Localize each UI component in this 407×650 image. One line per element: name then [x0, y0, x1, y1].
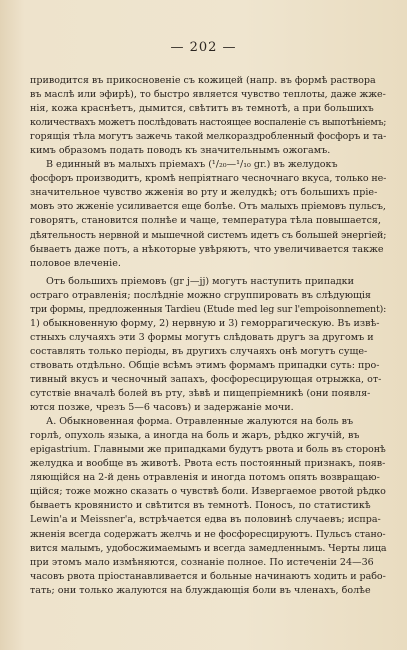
text-line: бываетъ кровянисто и свѣтится въ темнотѣ. Поносъ, по статистикѣ — [30, 500, 371, 512]
text-line: говорятъ, становится полнѣе и чаще, температура тѣла повышается, — [30, 215, 381, 227]
text-line: дѣятельность нервной и мышечной системъ идетъ съ большей энергіей; — [30, 229, 387, 241]
text-line: ляющійся на 2-й день отравленія и иногда потомъ опять возвращаю- — [30, 472, 380, 484]
text-line: горящія тѣла могутъ зажечь такой мелкораздробленный фосфоръ и та- — [30, 131, 387, 143]
text-line: щійся; тоже можно сказать о чувствѣ боли. Извергаемое рвотой рѣдко — [30, 486, 386, 498]
text-line: 1) обыкновенную форму, 2) нервную и 3) геморрагическую. Въ извѣ- — [30, 317, 380, 329]
text-line: В единный въ малыхъ пріемахъ (¹/₂₀—¹/₁₀ gr.) въ желудокъ — [46, 159, 338, 171]
text-line: вится малымъ, удобосжимаемымъ и всегда замедленнымъ. Черты лица — [30, 542, 387, 554]
text-line: Lewin'a и Meissner'a, встрѣчается едва въ половинѣ случаевъ; испра- — [30, 514, 381, 526]
text-line: количествахъ можетъ послѣдовать настоящее воспаленіе съ выпотѣніемъ; — [30, 117, 387, 129]
text-line: остраго отравленія; послѣдніе можно сгруппировать въ слѣдующія — [30, 289, 371, 301]
text-line: приводится въ прикосновеніе съ кожицей (напр. въ формѣ раствора — [30, 75, 376, 86]
text-line: фосфоръ производитъ, кромѣ непріятнаго чесночнаго вкуса, только не- — [30, 173, 387, 185]
text-line: А. Обыкновенная форма. Отравленные жалуются на боль въ — [46, 416, 354, 428]
text-line: мовъ это жженіе усиливается еще болѣе. Отъ малыхъ пріемовъ пульсъ, — [30, 201, 386, 213]
page-body — [30, 74, 386, 598]
text-line: въ маслѣ или эфирѣ), то быстро является чувство теплоты, даже жже- — [30, 89, 386, 101]
text-line: кимъ образомъ подать поводъ къ значительнымъ ожогамъ. — [30, 145, 331, 157]
text-line: половое влеченіе. — [30, 257, 121, 269]
text-line: Отъ большихъ пріемовъ (gr j—jj) могутъ наступить припадки — [46, 275, 354, 287]
text-line: желудка и вообще въ животѣ. Рвота есть постоянный признакъ, появ- — [30, 458, 386, 470]
text-line: составлять только періоды, въ другихъ случаяхъ онѣ могутъ суще- — [30, 345, 368, 357]
text-line: нія, кожа краснѣетъ, дымится, свѣтитъ въ темнотѣ, а при большихъ — [30, 103, 374, 115]
text-line: жненія всегда содержатъ желчь и не фосфоресцируютъ. Пульсъ стано- — [30, 528, 386, 540]
text-line: epigastrium. Главными же припадками будутъ рвота и боль въ сторонѣ — [30, 444, 386, 456]
text-line: бываетъ даже потъ, а нѣкоторые увѣряютъ, что увеличивается также — [30, 243, 384, 255]
page-number: — 202 — — [170, 40, 237, 55]
text-line: часовъ рвота пріостанавливается и больные начинаютъ ходить и рабо- — [30, 570, 386, 582]
text-line: тивный вкусъ и чесночный запахъ, фосфоресцирующая отрыжка, от- — [30, 373, 382, 385]
text-line: ствовать отдѣльно. Общіе всѣмъ этимъ формамъ припадки суть: про- — [30, 359, 380, 371]
text-line: три формы, предложенныя Tardieu (Etude med leg sur l'empoisonnement): — [30, 303, 387, 315]
text-line: значительное чувство жженія во рту и желудкѣ; отъ большихъ пріе- — [30, 187, 378, 199]
text-line: при этомъ мало измѣняются, сознаніе полное. По истеченіи 24—36 — [30, 556, 374, 568]
text-line: сутствіе вначалѣ болей въ рту, зѣвѣ и пищепріемникѣ (они появля- — [30, 388, 371, 400]
text-line: ются позже, чрезъ 5—6 часовъ) и задержаніе мочи. — [30, 402, 294, 414]
text-line: тать; они только жалуются на блуждающія боли въ членахъ, болѣе — [30, 584, 371, 596]
text-line: горлѣ, опухоль языка, а иногда на боль и жаръ, рѣдко жгучій, въ — [30, 430, 360, 442]
text-line: стныхъ случаяхъ эти 3 формы могутъ слѣдовать другъ за другомъ и — [30, 331, 374, 343]
